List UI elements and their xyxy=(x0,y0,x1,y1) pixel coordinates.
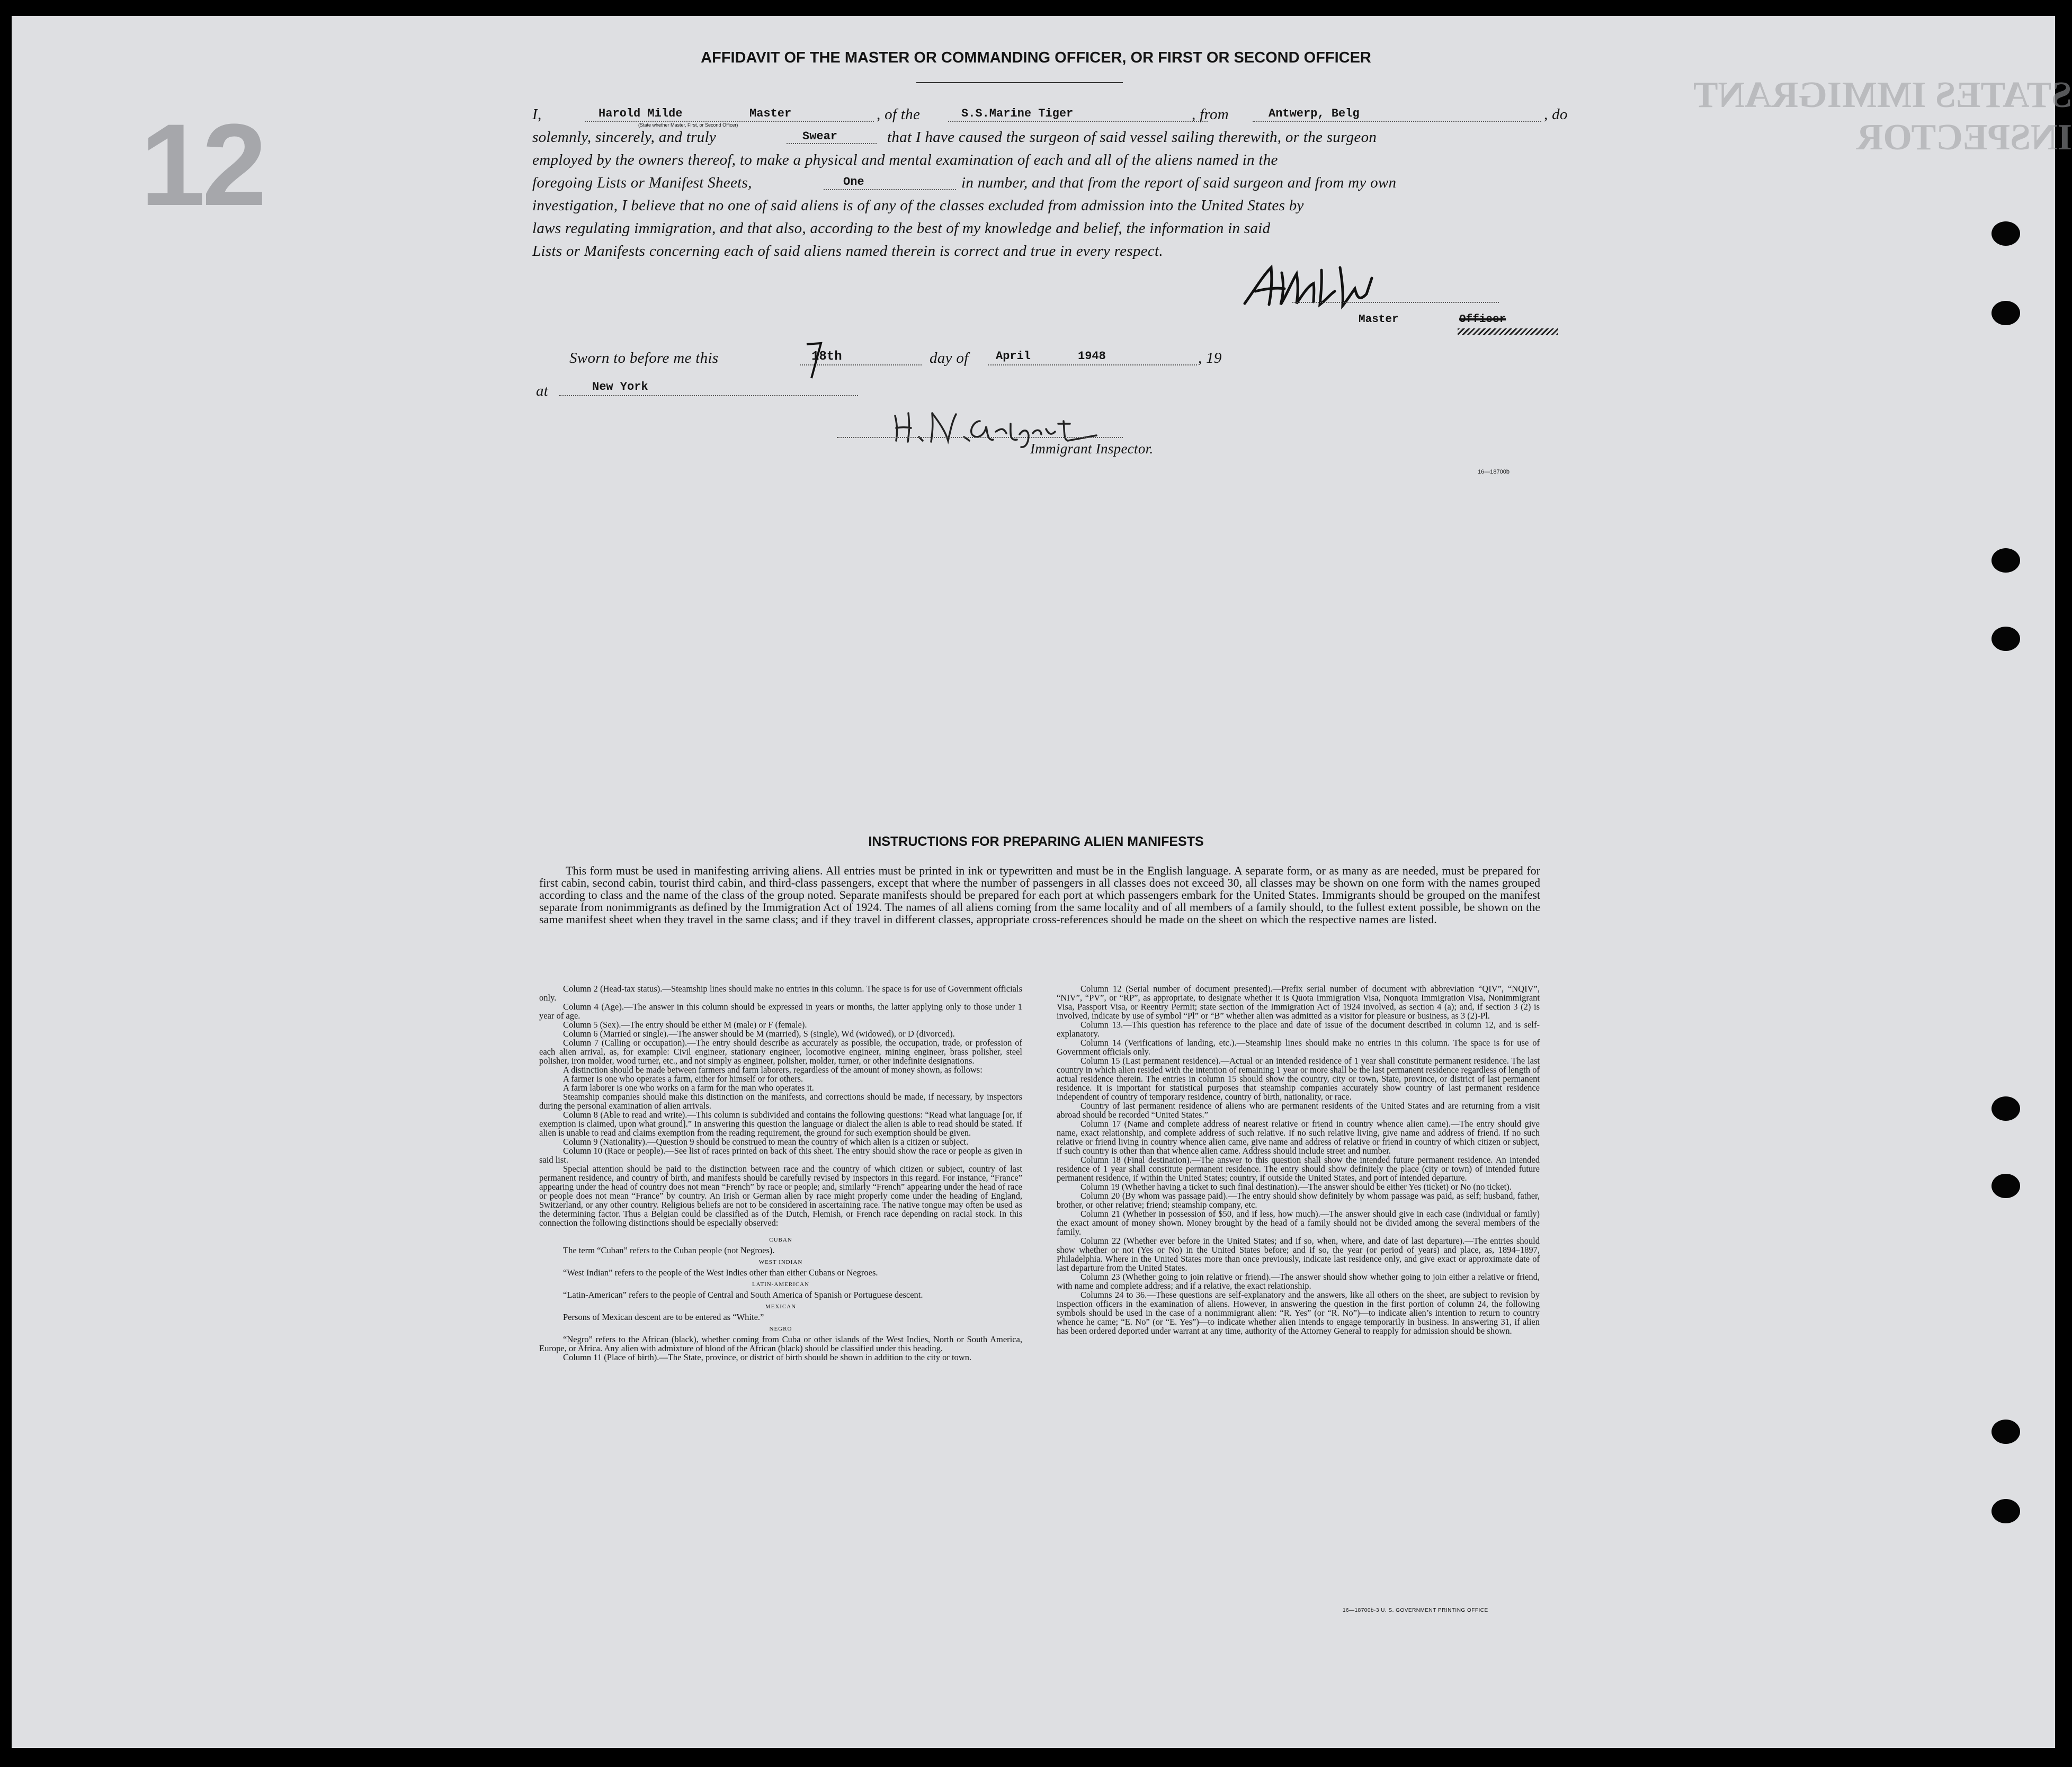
col-23-note: Column 23 (Whether going to join relative or friend).—The answer should show whether going to join either a relative or friend, with name and complete address; and if a relative, the exact relationship. xyxy=(1057,1272,1540,1291)
col-14-note: Column 14 (Verifications of landing, etc.).—Steamship lines should make no entries in this column. The space is for use of Government officials only. xyxy=(1057,1038,1540,1057)
west-indian-heading: WEST INDIAN xyxy=(758,1259,803,1265)
col-12-note: Column 12 (Serial number of document presented).—Prefix serial number of document with abbreviation “QIV”, “NQIV”, “NIV”, “PV”, or “RP”, as appropriate, to designate whether it is Quota Immigration Visa, Nonquota Immigration Visa, Nonimmigrant Visa, Passport Visa, or Reentry Permit; state section of the Immigration Act of 1924 involved, as section 4 (a); and, if section 3 (2) is involved, indicate by use of symbol “Pl” or “B” whether alien was admitted as a visitor for pleasure or business, as 3 (2)-Pl. xyxy=(1057,984,1540,1021)
negro-text: “Negro” refers to the African (black), whether coming from Cuba or other islands of the West Indies, North or South America, Europe, or Africa. Any alien with admixture of blood of the African (black) should be classified under this heading. xyxy=(539,1334,1022,1353)
latin-american-text: “Latin-American” refers to the people of Central and South America of Spanish or Portuguese descent. xyxy=(563,1290,923,1300)
vessel-rule xyxy=(948,121,1208,122)
col-11-note: Column 11 (Place of birth).—The State, province, or district of birth should be shown in addition to the city or town. xyxy=(563,1352,972,1362)
signature-rank: Master xyxy=(1359,314,1399,326)
affidavit-line-1 xyxy=(532,106,542,123)
inspector-line xyxy=(837,437,1123,438)
affidavit-text-1: that I have caused the surgeon of said vessel sailing therewith, or the surgeon xyxy=(887,129,1377,146)
oath-type: Swear xyxy=(802,130,838,143)
form-number: 16—18700b xyxy=(1478,469,1510,475)
vessel-name: S.S.Marine Tiger xyxy=(961,107,1074,120)
struck-out-mark xyxy=(1458,328,1558,335)
do-label: , do xyxy=(1544,106,1568,123)
col-13-note: Column 13.—This question has reference to the place and date of issue of the document described in column 12, and is self-explanatory. xyxy=(1057,1020,1540,1039)
name-rule xyxy=(585,121,874,122)
negro-heading: NEGRO xyxy=(769,1326,792,1332)
instructions-right-column xyxy=(1057,984,1540,1335)
day-of-label: day of xyxy=(930,350,969,367)
sworn-label: Sworn to before me this xyxy=(569,350,719,367)
binder-hole xyxy=(1991,1420,2020,1444)
col-8-note: Column 8 (Able to read and write).—This column is subdivided and contains the following questions: “Read what language [or, if exemption is claimed, upon what ground].” In answering this question the language or dialect the alien is able to read should be stated. If alien is unable to read and claims exemption from the reading requirement, the ground for such exemption should be given. xyxy=(539,1110,1022,1138)
departure-port: Antwerp, Belg xyxy=(1269,107,1360,120)
instructions-intro xyxy=(539,864,1540,925)
intro-text: This form must be used in manifesting arriving aliens. All entries must be printed in ink or typewritten and must be in the English language. A separate form, or as many as are needed, must be prepared for first cabin, second cabin, tourist third cabin, and third-class passengers, except that where the number of passengers in all classes does not exceed 30, all classes may be shown on one form with the names grouped according to class and the name of the class of the group noted. Separate manifests should be prepared for each port at which passengers embark for the United States. Immigrants should be grouped on the manifest separate from nonimmigrants as defined by the Immigration Act of 1924. The names of all aliens coming from the same locality and of all members of a family should, to the fullest extent possible, be shown on the same manifest sheet when they travel in the same class; and if they travel in different classes, appropriate cross-references should be made on the sheet on which the respective names are listed. xyxy=(539,864,1540,926)
col-9-note: Column 9 (Nationality).—Question 9 should be construed to mean the country of which alien is a citizen or subject. xyxy=(563,1137,969,1147)
sworn-year: 1948 xyxy=(1078,350,1106,363)
binder-hole xyxy=(1991,1096,2020,1121)
col-7-note: Column 7 (Calling or occupation).—The entry should describe as accurately as possible, the occupation, trade, or profession of each alien arrival, as, for example: Civil engineer, stationary engineer, locomotive engineer, mining engineer, brass polisher, steel polisher, iron molder, wood turner, etc., and not simply as engineer, polisher, molder, turner, or other indefinite designations. xyxy=(539,1038,1022,1066)
in-number-text: in number, and that from the report of said surgeon and from my own xyxy=(961,174,1397,191)
page-number-stamp: 12 xyxy=(140,100,264,230)
from-label: , from xyxy=(1192,106,1229,123)
latin-american-heading: LATIN-AMERICAN xyxy=(752,1281,810,1288)
printing-office-footer: 16—18700b-3 U. S. GOVERNMENT PRINTING OFFICE xyxy=(1343,1608,1488,1613)
affidavit-title: AFFIDAVIT OF THE MASTER OR COMMANDING OFFICER, OR FIRST OR SECOND OFFICER xyxy=(701,49,1371,66)
col-15-note: Column 15 (Last permanent residence).—Actual or an intended residence of 1 year shall constitute permanent residence. The last country in which alien resided with the intention of remaining 1 year or more shall be the last permanent residence regardless of length of actual residence therein. The entries in column 15 should show the country, city or town, State, province, or district of last permanent residence. It is important for statistical purposes that steamship companies accurately show country of last permanent residence independent of country of temporary residence, country of birth, nationality, or race. xyxy=(1057,1056,1540,1102)
col-17-note: Column 17 (Name and complete address of nearest relative or friend in country whence alien came).—The entry should give name, exact relationship, and complete address of such relative. If no such relative living, give name and address of friend. If no such relative or friend living in country whence alien came, give name and address of relative or friend in country of which citizen or subject, if such country is other than that whence alien came. Address should include street and number. xyxy=(1057,1119,1540,1156)
place-rule xyxy=(559,395,858,396)
col-5-note: Column 5 (Sex).—The entry should be either M (male) or F (female). xyxy=(563,1020,807,1030)
binder-hole xyxy=(1991,1174,2020,1198)
col-24-36-note: Columns 24 to 36.—These questions are self-explanatory and the answers, like all others on the sheet, are subject to revision by inspection officers in the examination of aliens. However, in answering the question in the first portion of column 24, the following symbols should be used in the case of a nonimmigrant alien: “R. Yes” (or “R. No”)—to indicate alien’s intention to return to country whence he came; “E. No” (or “E. Yes”)—to indicate whether alien intends to engage temporarily in business. In answering 31, if alien has been ordered deported under warrant at any time, authority of the Attorney General to reapply for admission should be shown. xyxy=(1057,1290,1540,1336)
col-19-note: Column 19 (Whether having a ticket to such final destination).—The answer should be either Yes (ticket) or No (no ticket). xyxy=(1080,1182,1512,1192)
sworn-place: New York xyxy=(592,380,648,394)
sheet-count: One xyxy=(843,175,864,189)
col-18-note: Column 18 (Final destination).—The answer to this question shall show the intended future permanent residence. An intended residence of 1 year shall constitute permanent residence. The entry should show definitely the place (city or town) of intended future permanent residence, if within the United States; country, if outside the United States, and port of intended departure. xyxy=(1057,1155,1540,1183)
handwritten-seven xyxy=(804,339,825,381)
farm-laborer-definition: A farm laborer is one who works on a farm for the man who operates it. xyxy=(563,1083,814,1093)
binder-hole xyxy=(1991,221,2020,246)
residence-note: Country of last permanent residence of aliens who are permanent residents of the United States and are returning from a visit abroad should be recorded “United States.” xyxy=(1057,1101,1540,1120)
col-4-note: Column 4 (Age).—The answer in this column should be expressed in years or months, the latter applying only to those under 1 year of age. xyxy=(539,1002,1022,1021)
title-underline xyxy=(916,82,1123,83)
farmer-definition: A farmer is one who operates a farm, either for himself or for others. xyxy=(563,1074,803,1084)
sworn-day: 18th xyxy=(811,350,842,364)
of-the-label: , of the xyxy=(877,106,921,123)
race-distinction: Special attention should be paid to the distinction between race and the country of which citizen or subject, country of last permanent residence, and country of birth, and manifests should be carefully revised by inspectors in this regard. For instance, “France” appearing under the head of country does not mean “French” by race or people; and, similarly “French” appearing under the head of race or people does not mean “France” by country. An Irish or German alien by race might properly come under the heading of England, Switzerland, or any other country. Religious beliefs are not to be considered in ascertaining race. The native tongue may often be used as the determining factor. Thus a Belgian could be classified as of the Dutch, Flemish, or French race depending on racial stock. In this connection the following distinctions should be especially observed: xyxy=(539,1164,1022,1228)
affidavit-line-7: Lists or Manifests concerning each of said aliens named therein is correct and true in every respect. xyxy=(532,243,1163,260)
master-rank: Master xyxy=(749,107,792,120)
master-name: Harold Milde xyxy=(599,107,683,120)
oath-rule xyxy=(787,143,877,144)
col-2-note: Column 2 (Head-tax status).—Steamship lines should make no entries in this column. The space is for use of Government officials only. xyxy=(539,984,1022,1003)
port-rule xyxy=(1253,121,1541,122)
west-indian-text: “West Indian” refers to the people of the West Indies other than either Cubans or Negroes. xyxy=(563,1268,878,1278)
instructions-title: INSTRUCTIONS FOR PREPARING ALIEN MANIFESTS xyxy=(868,834,1204,849)
i-label: I, xyxy=(532,106,542,123)
mexican-text: Persons of Mexican descent are to be entered as “White.” xyxy=(563,1312,764,1322)
month-rule xyxy=(988,364,1197,365)
col-10-note: Column 10 (Race or people).—See list of races printed on back of this sheet. The entry should show the race or people as given in said list. xyxy=(539,1146,1022,1165)
ghost-header: STATES IMMIGRANT INSPECTOR xyxy=(1694,75,2072,158)
col-20-note: Column 20 (By whom was passage paid).—The entry should show definitely by whom passage was paid, as self; husband, father, brother, or other relative; friend; steamship company, etc. xyxy=(1057,1191,1540,1210)
col-21-note: Column 21 (Whether in possession of $50, and if less, how much).—The answer should give in each case (individual or family) the exact amount of money shown. Money brought by the head of a family should not be divided among the several members of the family. xyxy=(1057,1209,1540,1237)
mexican-heading: MEXICAN xyxy=(765,1304,797,1310)
sheets-rule xyxy=(824,189,956,190)
at-label: at xyxy=(536,382,549,399)
col-22-note: Column 22 (Whether ever before in the United States; and if so, when, where, and date of last departure).—The entries should show whether or not (Yes or No) in the United States before; and if so, the year (or period of years) and place, as, 1894–1897, Philadelphia. Where in the United States more than once previously, indicate last residence only, and give exact or approximate date of last departure from the United States. xyxy=(1057,1236,1540,1273)
sworn-month: April xyxy=(996,350,1031,363)
steamship-distinction: Steamship companies should make this distinction on the manifests, and corrections should be made, if necessary, by inspectors during the personal examination of alien arrivals. xyxy=(539,1092,1022,1111)
affidavit-line-6: laws regulating immigration, and that also, according to the best of my knowledge and belief, the information in said xyxy=(532,220,1271,237)
affidavit-line-5: investigation, I believe that no one of said aliens is of any of the classes excluded from admission into the United States by xyxy=(532,197,1304,214)
instructions-left-column xyxy=(539,984,1022,1362)
affidavit-line-3: employed by the owners thereof, to make a physical and mental examination of each and all of the aliens named in the xyxy=(532,151,1278,168)
binder-hole xyxy=(1991,301,2020,325)
col-6-note: Column 6 (Married or single).—The answer should be M (married), S (single), Wd (widowed), or D (divorced). xyxy=(563,1029,955,1039)
binder-hole xyxy=(1991,627,2020,651)
signature-line xyxy=(1292,302,1499,303)
rank-note: (State whether Master, First, or Second Officer) xyxy=(638,122,738,128)
solemnly-label: solemnly, sincerely, and truly xyxy=(532,129,717,146)
foregoing-label: foregoing Lists or Manifest Sheets, xyxy=(532,174,752,191)
binder-hole xyxy=(1991,1499,2020,1523)
farmer-distinction: A distinction should be made between farmers and farm laborers, regardless of the amount of money shown, as follows: xyxy=(563,1065,983,1075)
cuban-text: The term “Cuban” refers to the Cuban people (not Negroes). xyxy=(563,1245,775,1255)
inspector-label: Immigrant Inspector. xyxy=(1030,441,1154,457)
struck-officer-text: Officer xyxy=(1459,314,1506,326)
cuban-heading: CUBAN xyxy=(769,1237,792,1243)
year-printed: , 19 xyxy=(1198,350,1222,367)
binder-hole xyxy=(1991,548,2020,573)
